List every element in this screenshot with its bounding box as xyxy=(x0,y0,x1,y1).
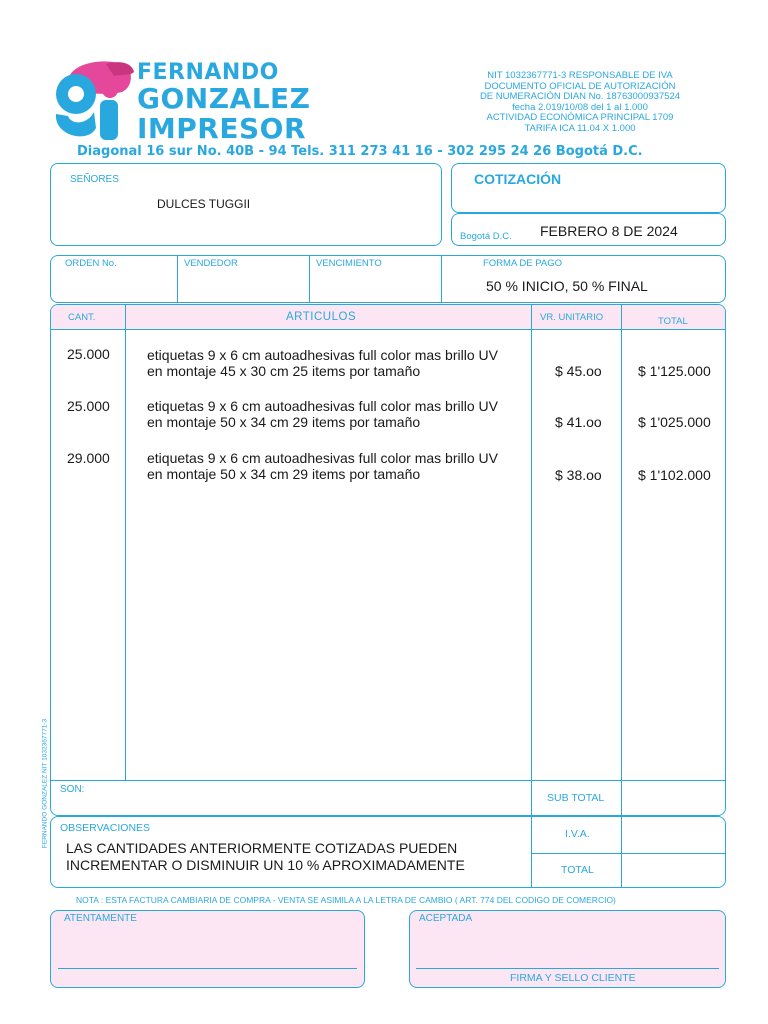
observations-label: OBSERVACIONES xyxy=(60,822,151,834)
attentive-signature-line xyxy=(58,968,357,969)
row-desc-line: en montaje 45 x 30 cm 25 items por tamaño xyxy=(147,363,421,379)
nit-line: ACTIVIDAD ECONÓMICA PRINCIPAL 1709 xyxy=(486,112,674,123)
row-desc-line: etiquetas 9 x 6 cm autoadhesivas full color mas brillo UV xyxy=(147,347,498,363)
items-table xyxy=(50,304,726,816)
client-name: DULCES TUGGII xyxy=(157,197,251,211)
row-desc-line: en montaje 50 x 34 cm 29 items por tamaño xyxy=(147,414,421,430)
order-number-label: ORDEN No. xyxy=(65,258,117,269)
side-vertical-text: FERNANDO GONZALEZ NIT 1032367771-3 xyxy=(41,718,49,849)
row-description xyxy=(147,347,532,379)
row-description xyxy=(147,450,532,482)
amount-in-words-label: SON: xyxy=(60,784,85,795)
observations-line: LAS CANTIDADES ANTERIORMENTE COTIZADAS PUEDEN xyxy=(66,840,458,856)
row-total: $ 1'125.000 xyxy=(638,363,711,379)
attentive-label: ATENTAMENTE xyxy=(64,913,137,924)
client-label: SEÑORES xyxy=(70,174,119,185)
seller-label: VENDEDOR xyxy=(184,258,238,269)
nit-info xyxy=(430,71,730,134)
header-items: ARTICULOS xyxy=(286,311,357,323)
header-total: TOTAL xyxy=(658,316,688,327)
nit-line: fecha 2.019/10/08 del 1 al 1.000 xyxy=(512,101,648,113)
nit-line: NIT 1032367771-3 RESPONSABLE DE IVA xyxy=(487,70,673,81)
total-label: TOTAL xyxy=(561,864,594,876)
row-total: $ 1'025.000 xyxy=(638,414,711,430)
iva-label: I.V.A. xyxy=(565,828,590,840)
row-desc-line: etiquetas 9 x 6 cm autoadhesivas full color mas brillo UV xyxy=(147,398,498,414)
nit-line: DE NUMERACIÓN DIAN No. 18763000937524 xyxy=(479,91,681,102)
row-qty: 25.000 xyxy=(67,346,110,362)
table-header xyxy=(51,305,725,329)
client-signature-label: FIRMA Y SELLO CLIENTE xyxy=(510,972,636,984)
accepted-signature-line xyxy=(416,968,719,969)
row-unit-price: $ 38.oo xyxy=(555,467,602,483)
header-unit-price: VR. UNITARIO xyxy=(540,312,604,323)
row-unit-price: $ 45.oo xyxy=(555,363,602,379)
row-desc-line: etiquetas 9 x 6 cm autoadhesivas full color mas brillo UV xyxy=(147,450,498,466)
observations-line: INCREMENTAR O DISMINUIR UN 10 % APROXIMADAMENTE xyxy=(66,857,465,873)
row-qty: 25.000 xyxy=(67,398,110,414)
city-label: Bogotá D.C. xyxy=(460,231,512,242)
brand-name-line2: GONZALEZ xyxy=(137,82,311,115)
document-type: COTIZACIÓN xyxy=(474,171,562,187)
row-qty: 29.000 xyxy=(67,450,110,466)
nit-line: TARIFA ICA 11.04 X 1.000 xyxy=(524,122,636,134)
row-total: $ 1'102.000 xyxy=(638,467,711,483)
nit-line: DOCUMENTO OFICIAL DE AUTORIZACIÓN xyxy=(484,80,676,92)
header-qty: CANT. xyxy=(68,312,96,323)
payment-method-value: 50 % INICIO, 50 % FINAL xyxy=(486,278,648,294)
document-date: FEBRERO 8 DE 2024 xyxy=(540,223,678,239)
brand-name-line1: FERNANDO xyxy=(137,60,279,85)
due-date-label: VENCIMIENTO xyxy=(316,258,382,269)
subtotal-label: SUB TOTAL xyxy=(547,792,605,804)
payment-method-label: FORMA DE PAGO xyxy=(483,258,563,269)
observations-text xyxy=(66,840,465,874)
accepted-label: ACEPTADA xyxy=(419,913,473,924)
row-description xyxy=(147,398,532,430)
row-desc-line: en montaje 50 x 34 cm 29 items por tamaño xyxy=(147,466,421,482)
row-unit-price: $ 41.oo xyxy=(555,414,602,430)
company-address: Diagonal 16 sur No. 40B - 94 Tels. 311 273 41 16 - 302 295 24 26 Bogotá D.C. xyxy=(77,144,643,159)
brand-name-line3: IMPRESOR xyxy=(137,112,307,145)
legal-note: NOTA : ESTA FACTURA CAMBIARIA DE COMPRA - VENTA SE ASIMILA A LA LETRA DE CAMBIO ( ART. 774 DEL CODIGO DE COMERCIO) xyxy=(76,895,616,905)
company-logo xyxy=(48,54,136,146)
